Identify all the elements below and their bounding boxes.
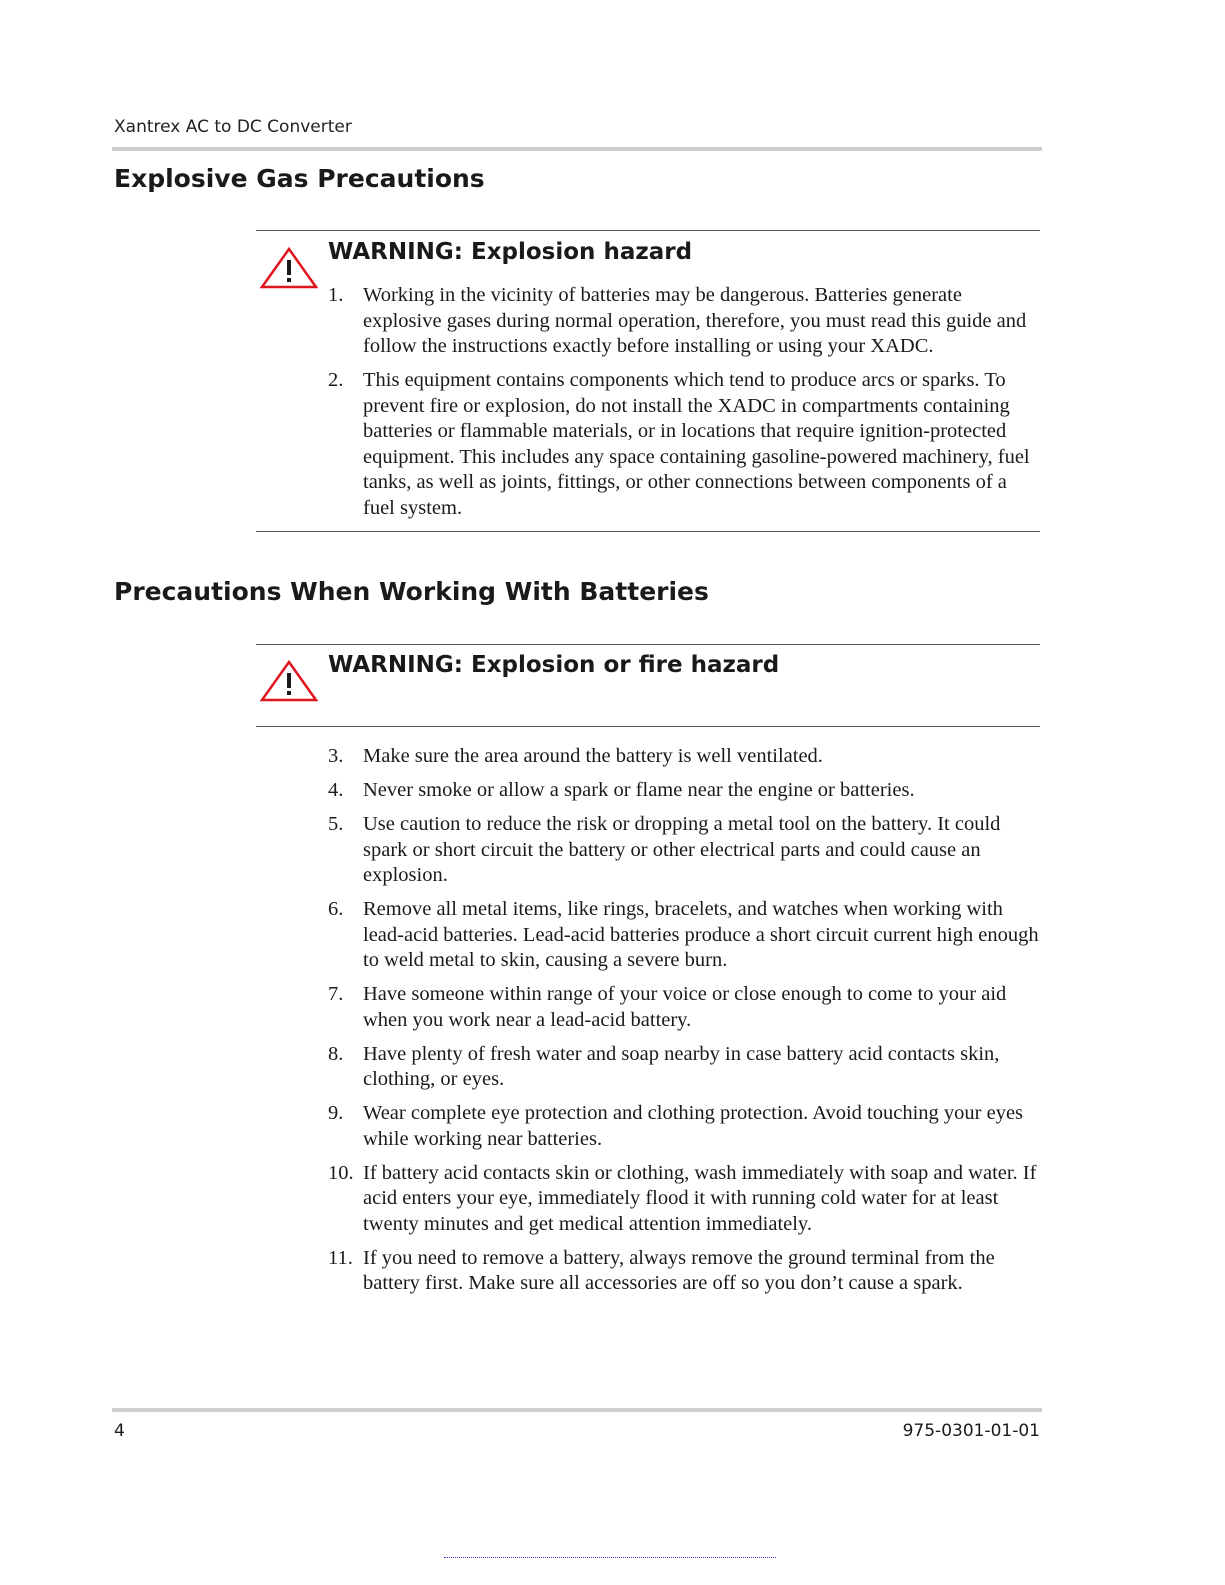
list-item-text: If battery acid contacts skin or clothing, wash immediately with soap and water. If acid enters your eye, immediately flood it with running cold water for at least twenty minutes and get medical attention immediately.	[363, 1161, 1037, 1235]
list-item-text: If you need to remove a battery, always remove the ground terminal from the battery first. Make sure all accessories are off so you don’t cause a spark.	[363, 1246, 995, 1294]
section-heading-batteries: Precautions When Working With Batteries	[114, 577, 709, 606]
list-item-number: 1.	[328, 284, 344, 306]
list-item-number: 4.	[328, 779, 344, 801]
list-item	[328, 744, 1040, 770]
warning-title-explosion-hazard: WARNING: Explosion hazard	[328, 239, 693, 265]
battery-precautions-list	[328, 744, 1040, 1305]
list-item	[328, 897, 1040, 974]
running-header: Xantrex AC to DC Converter	[114, 117, 352, 137]
list-item-number: 2.	[328, 369, 344, 391]
footer-rule	[112, 1408, 1042, 1412]
section-heading-explosive-gas: Explosive Gas Precautions	[114, 164, 485, 193]
list-item-text: Use caution to reduce the risk or dropping a metal tool on the battery. It could spark or short circuit the battery or other electrical parts and could cause an explosion.	[363, 813, 1001, 886]
list-item	[328, 1042, 1040, 1093]
list-item-text: Have someone within range of your voice or close enough to come to your aid when you work near a lead-acid battery.	[363, 983, 1007, 1031]
list-item	[328, 778, 1040, 804]
document-number: 975-0301-01-01	[902, 1421, 1040, 1441]
list-item	[328, 283, 1040, 360]
list-item-number: 10.	[328, 1161, 354, 1184]
list-item-number: 11.	[328, 1246, 353, 1269]
list-item-number: 3.	[328, 745, 344, 767]
list-item	[328, 1246, 1040, 1297]
warning-top-rule	[256, 230, 1040, 231]
warning-bottom-rule	[256, 531, 1040, 532]
list-item	[328, 812, 1040, 889]
list-item-text: Make sure the area around the battery is well ventilated.	[363, 745, 823, 767]
list-item-number: 6.	[328, 898, 344, 920]
warning-top-rule	[256, 644, 1040, 645]
list-item-number: 7.	[328, 983, 344, 1005]
list-item-number: 5.	[328, 813, 344, 835]
list-item-text: This equipment contains components which tend to produce arcs or sparks. To prevent fire or explosion, do not install the XADC in compartments containing batteries or flammable materials, or in locations that require ignition-protected equipment. This includes any space containing gasoline-powered machinery, fuel tanks, as well as joints, fittings, or other connections between components of a fuel system.	[363, 369, 1030, 519]
list-item	[328, 1161, 1040, 1238]
list-item	[328, 982, 1040, 1033]
warning-bottom-rule	[256, 726, 1040, 727]
warning-triangle-icon	[260, 247, 318, 289]
list-item-text: Wear complete eye protection and clothing protection. Avoid touching your eyes while working near batteries.	[363, 1102, 1024, 1150]
warning-list-explosive-gas	[328, 283, 1040, 530]
page-number: 4	[114, 1421, 125, 1441]
warning-title-explosion-or-fire: WARNING: Explosion or fire hazard	[328, 652, 780, 678]
list-item-text: Have plenty of fresh water and soap nearby in case battery acid contacts skin, clothing, or eyes.	[363, 1042, 1000, 1090]
list-item	[328, 368, 1040, 521]
dotted-divider	[444, 1557, 776, 1558]
list-item	[328, 1101, 1040, 1152]
list-item-text: Never smoke or allow a spark or flame near the engine or batteries.	[363, 779, 915, 801]
warning-triangle-icon	[260, 660, 318, 702]
list-item-number: 8.	[328, 1042, 344, 1065]
list-item-text: Working in the vicinity of batteries may be dangerous. Batteries generate explosive gases during normal operation, therefore, you must read this guide and follow the instructions exactly before installing or using your XADC.	[363, 284, 1027, 357]
header-rule	[112, 147, 1042, 151]
list-item-number: 9.	[328, 1102, 344, 1124]
list-item-text: Remove all metal items, like rings, bracelets, and watches when working with lead-acid batteries. Lead-acid batteries produce a short circuit current high enough to weld metal to skin, causing a severe burn.	[363, 898, 1039, 971]
